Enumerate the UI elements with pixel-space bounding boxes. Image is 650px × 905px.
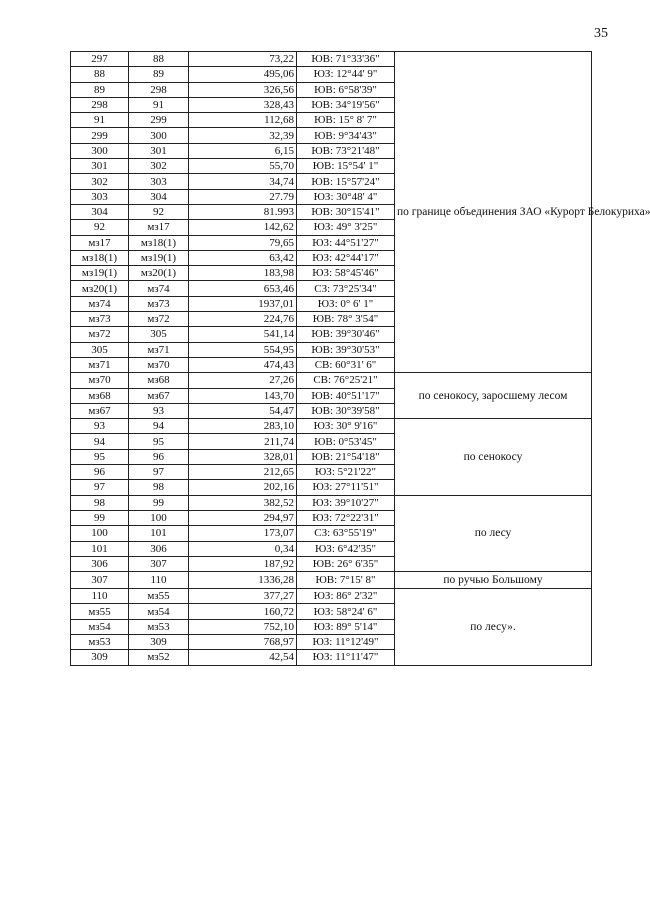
point-to-cell: мз55: [129, 589, 189, 604]
point-from-cell: 100: [71, 526, 129, 541]
point-to-cell: 91: [129, 97, 189, 112]
point-from-cell: 95: [71, 449, 129, 464]
segment-length-cell: 326,56: [189, 82, 297, 97]
segment-length-cell: 1937,01: [189, 296, 297, 311]
point-from-cell: мз54: [71, 619, 129, 634]
point-to-cell: 98: [129, 480, 189, 495]
bearing-cell: ЮЗ: 49° 3'25": [297, 220, 395, 235]
bearing-cell: ЮЗ: 11°11'47": [297, 650, 395, 665]
segment-length-cell: 42,54: [189, 650, 297, 665]
point-from-cell: мз18(1): [71, 250, 129, 265]
bearing-cell: ЮВ: 34°19'56": [297, 97, 395, 112]
table-row: [71, 373, 592, 388]
bearing-cell: ЮЗ: 86° 2'32": [297, 589, 395, 604]
point-to-cell: 93: [129, 403, 189, 418]
point-to-cell: мз53: [129, 619, 189, 634]
point-to-cell: 92: [129, 204, 189, 219]
point-to-cell: мз73: [129, 296, 189, 311]
point-from-cell: 304: [71, 204, 129, 219]
point-to-cell: 94: [129, 419, 189, 434]
point-from-cell: мз53: [71, 634, 129, 649]
segment-length-cell: 752,10: [189, 619, 297, 634]
point-to-cell: 101: [129, 526, 189, 541]
point-from-cell: 302: [71, 174, 129, 189]
segment-length-cell: 382,52: [189, 495, 297, 510]
point-from-cell: 93: [71, 419, 129, 434]
point-to-cell: мз71: [129, 342, 189, 357]
segment-length-cell: 73,22: [189, 52, 297, 67]
point-from-cell: 305: [71, 342, 129, 357]
segment-length-cell: 34,74: [189, 174, 297, 189]
bearing-cell: ЮВ: 30°15'41": [297, 204, 395, 219]
segment-length-cell: 112,68: [189, 113, 297, 128]
point-from-cell: 298: [71, 97, 129, 112]
segment-length-cell: 328,43: [189, 97, 297, 112]
bearing-cell: ЮВ: 71°33'36": [297, 52, 395, 67]
point-to-cell: мз19(1): [129, 250, 189, 265]
point-from-cell: 299: [71, 128, 129, 143]
bearing-cell: ЮВ: 78° 3'54": [297, 312, 395, 327]
segment-length-cell: 377,27: [189, 589, 297, 604]
point-to-cell: 303: [129, 174, 189, 189]
segment-length-cell: 79,65: [189, 235, 297, 250]
bearing-cell: ЮВ: 7°15' 8": [297, 572, 395, 589]
segment-length-cell: 183,98: [189, 266, 297, 281]
bearing-cell: ЮЗ: 5°21'22": [297, 465, 395, 480]
point-to-cell: 100: [129, 510, 189, 525]
bearing-cell: ЮЗ: 27°11'51": [297, 480, 395, 495]
bearing-cell: СЗ: 63°55'19": [297, 526, 395, 541]
segment-length-cell: 541,14: [189, 327, 297, 342]
bearing-cell: ЮВ: 0°53'45": [297, 434, 395, 449]
segment-length-cell: 653,46: [189, 281, 297, 296]
point-to-cell: 89: [129, 67, 189, 82]
point-to-cell: мз54: [129, 604, 189, 619]
point-to-cell: мз72: [129, 312, 189, 327]
point-from-cell: 92: [71, 220, 129, 235]
bearing-cell: ЮВ: 15°54' 1": [297, 159, 395, 174]
bearing-cell: ЮЗ: 42°44'17": [297, 250, 395, 265]
point-from-cell: мз55: [71, 604, 129, 619]
point-to-cell: 300: [129, 128, 189, 143]
point-from-cell: 110: [71, 589, 129, 604]
bearing-cell: ЮЗ: 58°45'46": [297, 266, 395, 281]
point-from-cell: мз20(1): [71, 281, 129, 296]
boundary-description-cell: по границе объединения ЗАО «Курорт Белокуриха»: [395, 52, 592, 373]
segment-length-cell: 0,34: [189, 541, 297, 556]
bearing-cell: ЮЗ: 72°22'31": [297, 510, 395, 525]
segment-length-cell: 211,74: [189, 434, 297, 449]
point-to-cell: 306: [129, 541, 189, 556]
boundary-description-cell: по ручью Большому: [395, 572, 592, 589]
boundary-description-cell: по лесу».: [395, 589, 592, 665]
boundary-table: [70, 51, 650, 666]
segment-length-cell: 143,70: [189, 388, 297, 403]
bearing-cell: СВ: 76°25'21": [297, 373, 395, 388]
segment-length-cell: 328,01: [189, 449, 297, 464]
segment-length-cell: 495,06: [189, 67, 297, 82]
table-row: [71, 419, 592, 434]
bearing-cell: ЮЗ: 30°48' 4": [297, 189, 395, 204]
bearing-cell: ЮВ: 30°39'58": [297, 403, 395, 418]
point-from-cell: 307: [71, 572, 129, 589]
segment-length-cell: 63,42: [189, 250, 297, 265]
point-to-cell: 299: [129, 113, 189, 128]
point-to-cell: 99: [129, 495, 189, 510]
segment-length-cell: 6,15: [189, 143, 297, 158]
point-from-cell: 297: [71, 52, 129, 67]
segment-length-cell: 202,16: [189, 480, 297, 495]
segment-length-cell: 173,07: [189, 526, 297, 541]
point-from-cell: мз71: [71, 357, 129, 372]
boundary-table-body: [71, 52, 650, 666]
point-to-cell: 307: [129, 556, 189, 571]
point-from-cell: мз68: [71, 388, 129, 403]
point-to-cell: мз52: [129, 650, 189, 665]
point-from-cell: 303: [71, 189, 129, 204]
bearing-cell: ЮВ: 15° 8' 7": [297, 113, 395, 128]
point-to-cell: 88: [129, 52, 189, 67]
point-from-cell: 306: [71, 556, 129, 571]
bearing-cell: ЮВ: 39°30'53": [297, 342, 395, 357]
bearing-cell: ЮВ: 26° 6'35": [297, 556, 395, 571]
segment-length-cell: 81.993: [189, 204, 297, 219]
segment-length-cell: 554,95: [189, 342, 297, 357]
point-to-cell: 97: [129, 465, 189, 480]
segment-length-cell: 27.79: [189, 189, 297, 204]
table-row: [71, 52, 592, 67]
bearing-cell: ЮЗ: 6°42'35": [297, 541, 395, 556]
bearing-cell: ЮВ: 73°21'48": [297, 143, 395, 158]
segment-length-cell: 283,10: [189, 419, 297, 434]
point-to-cell: мз74: [129, 281, 189, 296]
boundary-description-cell: по сенокосу, заросшему лесом: [395, 373, 592, 419]
segment-length-cell: 32,39: [189, 128, 297, 143]
point-from-cell: мз67: [71, 403, 129, 418]
bearing-cell: ЮВ: 9°34'43": [297, 128, 395, 143]
page-number: 35: [594, 26, 608, 41]
table-row: [71, 572, 592, 589]
point-from-cell: мз70: [71, 373, 129, 388]
bearing-cell: ЮВ: 39°30'46": [297, 327, 395, 342]
boundary-description-cell: по лесу: [395, 495, 592, 571]
point-from-cell: мз72: [71, 327, 129, 342]
segment-length-cell: 27,26: [189, 373, 297, 388]
bearing-cell: ЮЗ: 11°12'49": [297, 634, 395, 649]
bearing-cell: СВ: 60°31' 6": [297, 357, 395, 372]
point-from-cell: мз19(1): [71, 266, 129, 281]
point-to-cell: мз67: [129, 388, 189, 403]
segment-length-cell: 142,62: [189, 220, 297, 235]
point-from-cell: 88: [71, 67, 129, 82]
point-from-cell: 309: [71, 650, 129, 665]
bearing-cell: ЮЗ: 58°24' 6": [297, 604, 395, 619]
bearing-cell: ЮЗ: 89° 5'14": [297, 619, 395, 634]
bearing-cell: ЮЗ: 39°10'27": [297, 495, 395, 510]
point-to-cell: 301: [129, 143, 189, 158]
point-to-cell: 96: [129, 449, 189, 464]
point-from-cell: 94: [71, 434, 129, 449]
point-to-cell: 302: [129, 159, 189, 174]
segment-length-cell: 187,92: [189, 556, 297, 571]
point-to-cell: 95: [129, 434, 189, 449]
segment-length-cell: 474,43: [189, 357, 297, 372]
bearing-cell: ЮВ: 21°54'18": [297, 449, 395, 464]
point-to-cell: мз70: [129, 357, 189, 372]
point-from-cell: мз17: [71, 235, 129, 250]
point-from-cell: 300: [71, 143, 129, 158]
segment-length-cell: 160,72: [189, 604, 297, 619]
point-from-cell: мз73: [71, 312, 129, 327]
point-to-cell: 304: [129, 189, 189, 204]
bearing-cell: ЮВ: 6°58'39": [297, 82, 395, 97]
point-from-cell: 91: [71, 113, 129, 128]
bearing-cell: СЗ: 73°25'34": [297, 281, 395, 296]
bearing-cell: ЮЗ: 30° 9'16": [297, 419, 395, 434]
bearing-cell: ЮЗ: 0° 6' 1": [297, 296, 395, 311]
point-to-cell: 309: [129, 634, 189, 649]
point-from-cell: 99: [71, 510, 129, 525]
point-to-cell: мз17: [129, 220, 189, 235]
point-from-cell: 97: [71, 480, 129, 495]
segment-length-cell: 294,97: [189, 510, 297, 525]
point-from-cell: 96: [71, 465, 129, 480]
segment-length-cell: 768,97: [189, 634, 297, 649]
point-to-cell: мз68: [129, 373, 189, 388]
bearing-cell: ЮВ: 40°51'17": [297, 388, 395, 403]
table-row: [71, 495, 592, 510]
segment-length-cell: 55,70: [189, 159, 297, 174]
bearing-cell: ЮЗ: 12°44' 9": [297, 67, 395, 82]
point-from-cell: мз74: [71, 296, 129, 311]
segment-length-cell: 224,76: [189, 312, 297, 327]
point-to-cell: 298: [129, 82, 189, 97]
segment-length-cell: 1336,28: [189, 572, 297, 589]
segment-length-cell: 54,47: [189, 403, 297, 418]
point-to-cell: мз20(1): [129, 266, 189, 281]
table-row: [71, 589, 592, 604]
point-from-cell: 98: [71, 495, 129, 510]
point-from-cell: 101: [71, 541, 129, 556]
bearing-cell: ЮВ: 15°57'24": [297, 174, 395, 189]
boundary-description-cell: по сенокосу: [395, 419, 592, 495]
point-to-cell: 305: [129, 327, 189, 342]
point-to-cell: 110: [129, 572, 189, 589]
bearing-cell: ЮЗ: 44°51'27": [297, 235, 395, 250]
point-to-cell: мз18(1): [129, 235, 189, 250]
point-from-cell: 89: [71, 82, 129, 97]
point-from-cell: 301: [71, 159, 129, 174]
segment-length-cell: 212,65: [189, 465, 297, 480]
